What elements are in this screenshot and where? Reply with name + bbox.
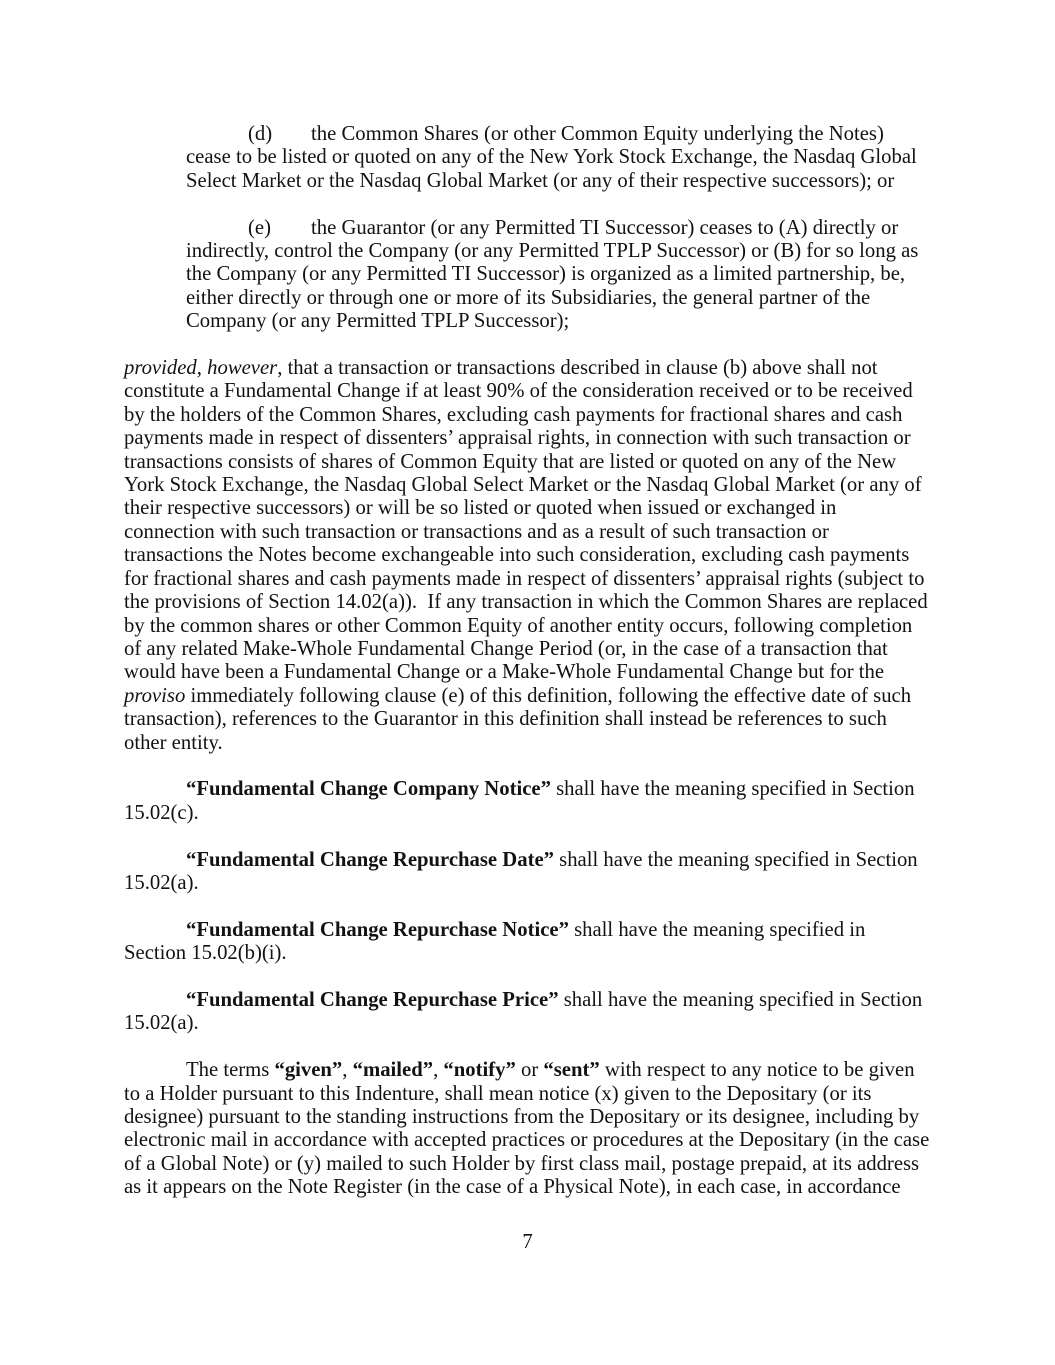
clause-e-text: the Guarantor (or any Permitted TI Successor) ceases to (A) directly or indirectly, control the Company (or any Permitted TPLP Successor) or (B) for so long as the Company (or any Permitted TI Successor) is organized as a limited partnership, be, either directly or through one or more of its Subsidiaries, the general partner of the Company (or any Permitted TPLP Successor); (186, 216, 919, 333)
clause-e-label: (e) (248, 216, 271, 239)
notice-terms-paragraph: The terms “given”, “mailed”, “notify” or “sent” with respect to any notice to be given to a Holder pursuant to this Indenture, shall mean notice (x) given to the Depositary (or its designee) pursuant to the standing instructions from the Depositary or its designee, including by electronic mail in accordance with accepted practices or procedures at the Depositary (in the case of a Global Note) or (y) mailed to such Holder by first class mail, postage prepaid, at its address as it appears on the Note Register (in the case of a Physical Note), in each case, in accordance (124, 1059, 930, 1199)
clause-d-paragraph (186, 123, 930, 193)
clause-d-label: (d) (248, 123, 273, 145)
proviso-paragraph: provided, however, that a transaction or transactions described in clause (b) above shall not constitute a Fundamental Change if at least 90% of the consideration received or to be received by the holders of the Common Shares, excluding cash payments for fractional shares and cash payments made in respect of dissenters’ appraisal rights, in connection with such transaction or transactions consists of shares of Common Equity that are listed or quoted on any of the New York Stock Exchange, the Nasdaq Global Select Market or the Nasdaq Global Market (or any of their respective successors) or will be so listed or quoted when issued or exchanged in connection with such transaction or transactions and as a result of such transaction or transactions the Notes become exchangeable into such consideration, excluding cash payments for fractional shares and cash payments made in respect of dissenters’ appraisal rights (subject to the provisions of Section 14.02(a)). If any transaction in which the Common Shares are replaced by the common shares or other Common Equity of another entity occurs, following completion of any related Make-Whole Fundamental Change Period (or, in the case of a transaction that would have been a Fundamental Change or a Make-Whole Fundamental Change but for the proviso immediately following clause (e) of this definition, following the effective date of such transaction), references to the Guarantor in this definition shall instead be references to such other entity. (124, 357, 928, 754)
definition-fundamental-change-company-notice: “Fundamental Change Company Notice” shall have the meaning specified in Section 15.02(c). (124, 778, 915, 824)
definition-fundamental-change-repurchase-date: “Fundamental Change Repurchase Date” shall have the meaning specified in Section 15.02(a). (124, 848, 918, 894)
clause-e-paragraph (186, 217, 930, 334)
clause-d-text: the Common Shares (or other Common Equity underlying the Notes) cease to be listed or quoted on any of the New York Stock Exchange, the Nasdaq Global Select Market or the Nasdaq Global Market (or any of their respective successors); or (186, 123, 917, 192)
definition-fundamental-change-repurchase-notice: “Fundamental Change Repurchase Notice” shall have the meaning specified in Section 15.02(b)(i). (124, 918, 866, 965)
definition-fundamental-change-repurchase-price: “Fundamental Change Repurchase Price” shall have the meaning specified in Section 15.02(a). (124, 988, 923, 1035)
page-number: 7 (522, 1231, 533, 1253)
